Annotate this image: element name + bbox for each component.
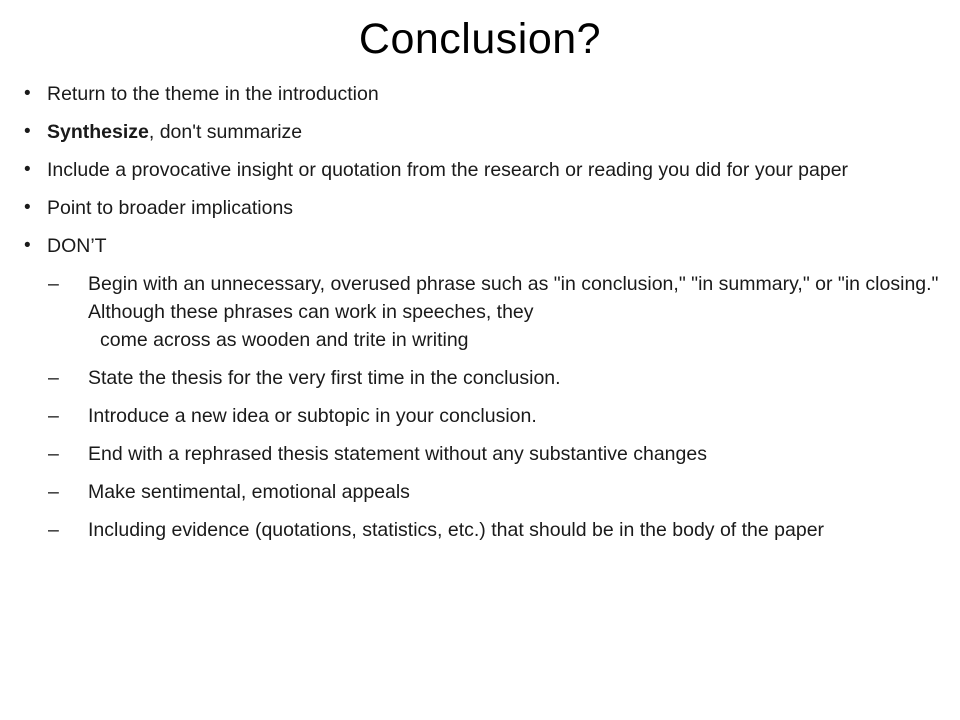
dash-icon: – [48, 273, 59, 295]
dash-icon: – [48, 405, 59, 427]
sub-item [24, 364, 958, 392]
bullet-item [24, 80, 958, 108]
bullet-text-bold: Synthesize [47, 121, 149, 143]
sub-item-text: Introduce a new idea or subtopic in your conclusion. [88, 405, 537, 427]
bullet-text: , don't summarize [148, 121, 303, 143]
slide-title: Conclusion? [358, 15, 602, 63]
sub-item-text: Make sentimental, emotional appeals [88, 481, 410, 503]
dash-icon: – [48, 519, 59, 541]
sub-item-text: Begin with an unnecessary, overused phrase such as "in conclusion," "in summary," or "in closing." Although these phrases can work in speeches, they [88, 273, 939, 323]
dash-icon: – [48, 367, 59, 389]
dash-icon: – [48, 481, 59, 503]
sub-item [24, 402, 958, 430]
sub-item-text: Including evidence (quotations, statistics, etc.) that should be in the body of the paper [88, 519, 825, 541]
bullet-text: DON’T [47, 235, 107, 257]
bullet-item [24, 156, 958, 184]
bullet-item [24, 118, 958, 146]
bullet-text: Include a provocative insight or quotation from the research or reading you did for your paper [47, 159, 849, 181]
sub-item [24, 270, 958, 354]
sub-item-text: End with a rephrased thesis statement without any substantive changes [88, 443, 707, 465]
bullet-text: Return to the theme in the introduction [47, 83, 379, 105]
bullet-item [24, 232, 958, 260]
bullet-icon: • [24, 197, 31, 218]
bullet-icon: • [24, 121, 31, 142]
sub-item [24, 516, 958, 544]
bullet-icon: • [24, 159, 31, 180]
dash-icon: – [48, 443, 59, 465]
bullet-icon: • [24, 235, 31, 256]
sub-item-text: State the thesis for the very first time in the conclusion. [88, 367, 561, 389]
bullet-text: Point to broader implications [47, 197, 294, 219]
sub-item [24, 478, 958, 506]
slide-content [24, 80, 958, 554]
sub-item-text-continued: come across as wooden and trite in writing [100, 329, 469, 351]
bullet-item [24, 194, 958, 222]
sub-item [24, 440, 958, 468]
bullet-icon: • [24, 83, 31, 104]
